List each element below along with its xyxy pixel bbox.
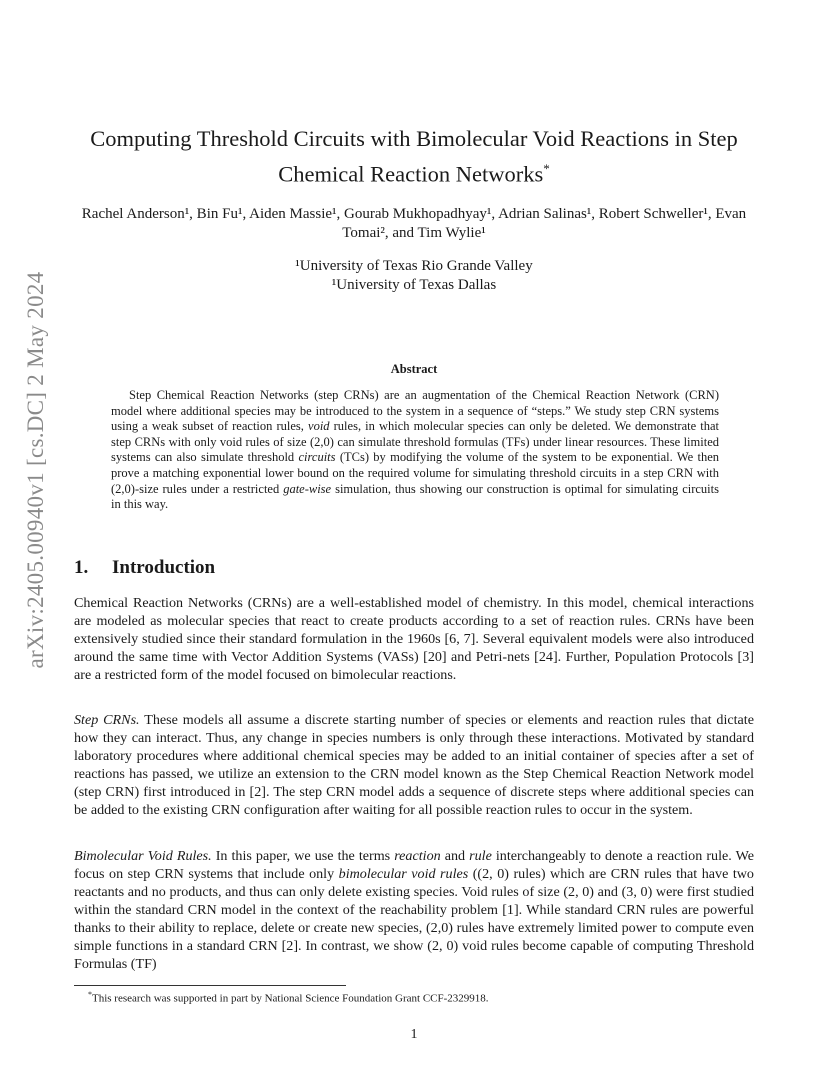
abstract-heading: Abstract [390, 362, 438, 376]
arxiv-sidebar [0, 0, 60, 1072]
affiliation-1: ¹University of Texas Rio Grande Valley [295, 258, 533, 274]
paragraph-1: Chemical Reaction Networks (CRNs) are a well-established model of chemistry. In this model, chemical interactions are modeled as molecular species that react to create products according to a set of reaction rules. CRNs have been extensively studied since their standard formulation in the 1960s [6, 7]. Several equivalent models were also introduced around the same time with Vector Addition Systems (VASs) [20] and Petri-nets [24]. Further, Population Protocols [3] are a restricted form of the model focused on bimolecular reactions. [74, 595, 754, 683]
paragraph-3-text-b: and [440, 848, 470, 864]
paragraph-3-em-reaction: reaction [394, 848, 441, 864]
section-number: 1. [74, 557, 89, 578]
affiliations [74, 257, 754, 295]
abstract-body [111, 388, 719, 513]
paragraph-2 [74, 711, 754, 819]
author-list: Rachel Anderson¹, Bin Fu¹, Aiden Massie¹, Gourab Mukhopadhyay¹, Adrian Salinas¹, Robert Schweller¹, Evan Tomai², and Tim Wylie¹ [81, 206, 747, 241]
footnote-divider [74, 985, 346, 986]
page-number: 1 [410, 1027, 418, 1042]
arxiv-identifier: arXiv:2405.00940v1 [cs.DC] 2 May 2024 [23, 271, 48, 669]
paragraph-2-text: These models all assume a discrete starting number of species or elements and reaction rules that dictate how they can interact. Thus, any change in species numbers is only through these interactions. Motivated by standard laboratory procedures where additional chemical species may be added to an initial container of species after a set of reactions has passed, we utilize an extension to the CRN model known as the Step Chemical Reaction Network model (step CRN) first introduced in [2]. The step CRN model adds a sequence of discrete steps where additional species can be added to the existing CRN configuration after waiting for all possible reaction rules to occur in the system. [74, 712, 754, 818]
abstract-text-1: Step Chemical Reaction Networks (step CRNs) are an augmentation of the Chemical Reaction Network (CRN) model where additional species may be introduced to the system in a sequence of “steps.” We study step CRN systems using a weak subset of reaction rules, [111, 388, 719, 434]
abstract-text-4: simulation, thus showing our construction is optimal for simulating circuits in this way. [111, 481, 719, 512]
abstract-text-2: rules, in which molecular species can only be deleted. We demonstrate that step CRNs with only void rules of size (2,0) can simulate threshold formulas (TFs) under linear resources. These limited systems can also simulate threshold [111, 419, 719, 465]
affiliation-2: ¹University of Texas Dallas [331, 277, 497, 293]
paragraph-3-em-rule: rule [469, 848, 492, 864]
paper-title [60, 124, 768, 190]
section-title: Introduction [112, 557, 216, 578]
abstract-text-3: (TCs) by modifying the volume of the system to be exponential. We then prove a matching exponential lower bound on the required volume for simulating threshold circuits in a step CRN with (2,0)-size rules under a restricted [111, 450, 720, 496]
paragraph-3-text-c: interchangeably to denote a reaction rule. We focus on step CRN systems that include only [74, 848, 754, 882]
footnote-mark: * [88, 990, 92, 999]
paragraph-3 [74, 847, 754, 973]
footnote-text: This research was supported in part by National Science Foundation Grant CCF-2329918. [92, 992, 489, 1005]
paragraph-2-runin: Step CRNs. [74, 712, 140, 728]
title-footnote-mark: * [543, 161, 550, 176]
paragraph-3-text-d: ((2, 0) rules) which are CRN rules that have two reactants and no products, and thus can only delete existing species. Void rules of size (2, 0) and (3, 0) were first studied within the standard CRN model in the context of the reachability problem [1]. While standard CRN rules are powerful thanks to their ability to replace, delete or create new species, (2,0) rules have extremely limited power to compute even simple functions in a standard CRN [2]. In contrast, we show (2, 0) void rules become capable of computing Threshold Formulas (TF) [74, 866, 754, 972]
abstract-em-circuits: circuits [298, 450, 336, 465]
paragraph-3-text-a: In this paper, we use the terms [211, 848, 395, 864]
abstract-em-void: void [308, 419, 330, 434]
title-text: Computing Threshold Circuits with Bimolecular Void Reactions in Step Chemical Reaction Networks [90, 126, 738, 187]
section-heading [74, 557, 215, 579]
paragraph-3-em-void-rules: bimolecular void rules [338, 866, 469, 882]
paragraph-3-runin: Bimolecular Void Rules. [74, 848, 212, 864]
abstract-em-gatewise: gate-wise [283, 481, 332, 496]
footnote [74, 988, 754, 1006]
